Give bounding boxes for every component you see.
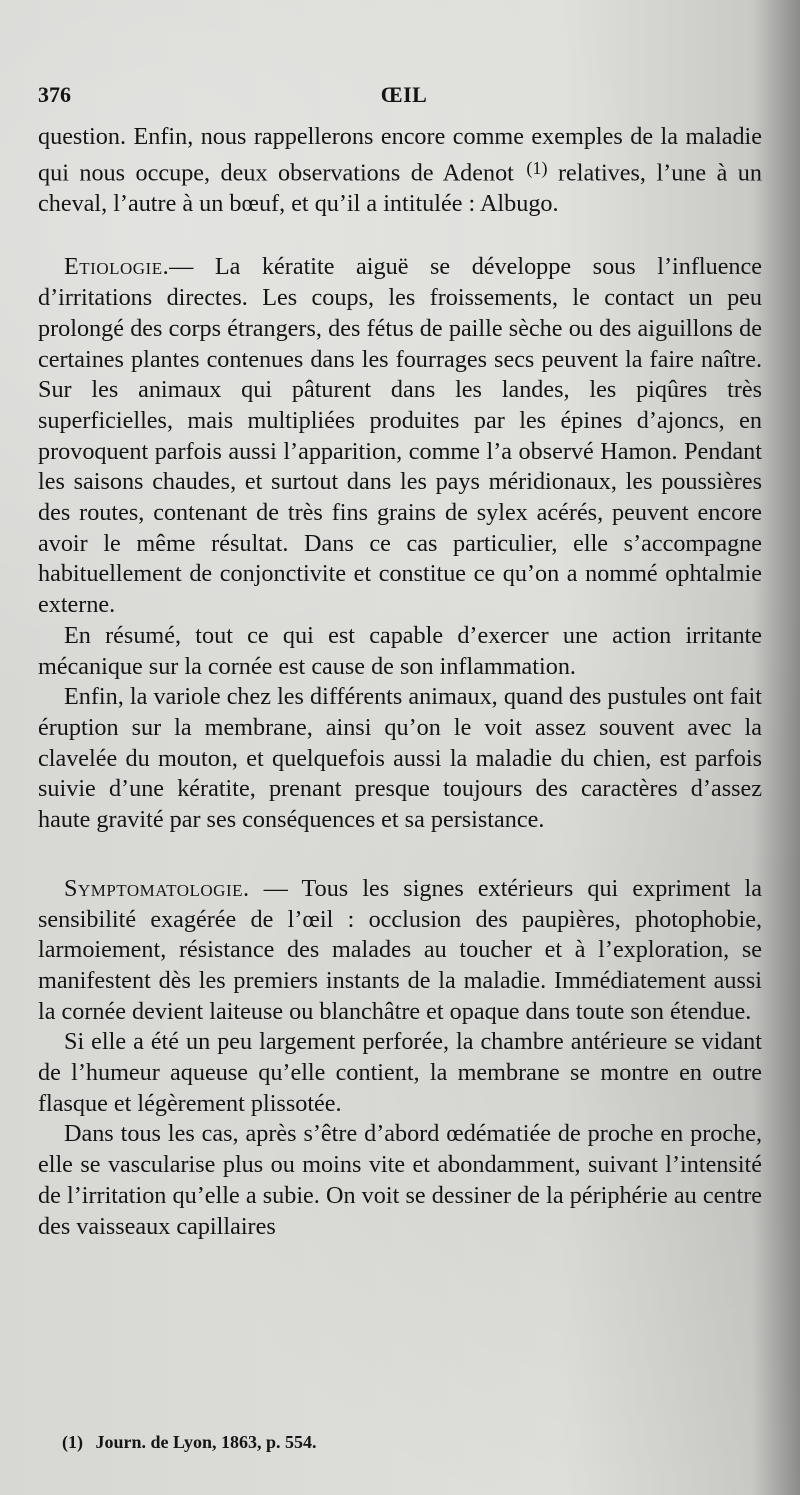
paragraph-etiologie-text: — La kératite aiguë se développe sous l’influence d’irritations directes. Les coups, les froissements, le contact un peu prolongé des corps étrangers, des fétus de paille sèche ou des aiguillons de certaines plantes contenues dans les fourrages secs peuvent la faire naître. Sur les animaux qui pâturent dans les landes, les piqûres très superficielles, mais multipliées produites par les épines d’ajoncs, en provoquent parfois aussi l’apparition, comme l’a observé Hamon. Pendant les saisons chaudes, et surtout dans les pays méridionaux, les poussières des routes, contenant de très fins grains de sylex acérés, peuvent encore avoir le même résultat. Dans ce cas particulier, elle s’accompagne habituellement de conjonctivite et constitue ce qu’on a nommé ophtalmie externe. — [38, 253, 762, 619]
section-heading-etiologie: Etiologie. — [64, 253, 170, 281]
paragraph-symptomatologie — [38, 874, 762, 1028]
paragraph-resume: En résumé, tout ce qui est capable d’exercer une action irritante mécanique sur la cornée est cause de son inflammation. — [38, 621, 762, 680]
running-head — [38, 82, 770, 116]
paragraph-variole: Enfin, la variole chez les différents animaux, quand des pustules ont fait éruption sur la membrane, ainsi qu’on le voit assez souvent avec la clavelée du mouton, et quelquefois aussi la maladie du chien, est parfois suivie d’une kératite, prenant presque toujours des caractères d’assez haute gravité par ses conséquences et sa persistance. — [38, 683, 762, 834]
running-title: ŒIL — [380, 82, 428, 107]
paragraph-perforation: Si elle a été un peu largement perforée, la chambre antérieure se vidant de l’humeur aqueuse qu’elle contient, la membrane se montre en outre flasque et légèrement plissotée. — [38, 1028, 762, 1117]
footnote-reference: (1) — [526, 157, 548, 178]
page-number: 376 — [38, 82, 71, 107]
footnote-label: (1) — [62, 1432, 83, 1452]
paragraph-vascularisation: Dans tous les cas, après s’être d’abord œdématiée de proche en proche, elle se vascularise plus ou moins vite et abondamment, suivant l’intensité de l’irritation qu’elle a subie. On voit se dessiner de la périphérie au centre des vaisseaux capillaires — [38, 1120, 762, 1240]
paragraph-adenot-text: question. Enfin, nous rappellerons encore comme exemples de la maladie qui nous occupe, deux observations de Adenot — [38, 123, 762, 187]
section-heading-symptomatologie: Symptomatologie. — [64, 874, 250, 902]
main-text-column — [38, 122, 762, 1242]
footnote-text: Journ. de Lyon, 1863, p. 554. — [95, 1432, 317, 1452]
footnote — [62, 1432, 317, 1453]
paragraph-symptomatologie-text: — Tous les signes extérieurs qui expriment la sensibilité exagérée de l’œil : occlusion des paupières, photophobie, larmoiement, résistance des malades au toucher et à l’exploration, se manifestent dès les premiers instants de la maladie. Immédiatement aussi la cornée devient laiteuse ou blanchâtre et opaque dans toute son étendue. — [38, 874, 762, 1025]
paragraph-adenot — [38, 122, 762, 219]
paragraph-adenot-tail: relatives, l’une à un cheval, l’autre à un bœuf, et qu’il a intitulée : Albugo. — [38, 159, 762, 217]
paragraph-etiologie — [38, 252, 762, 620]
